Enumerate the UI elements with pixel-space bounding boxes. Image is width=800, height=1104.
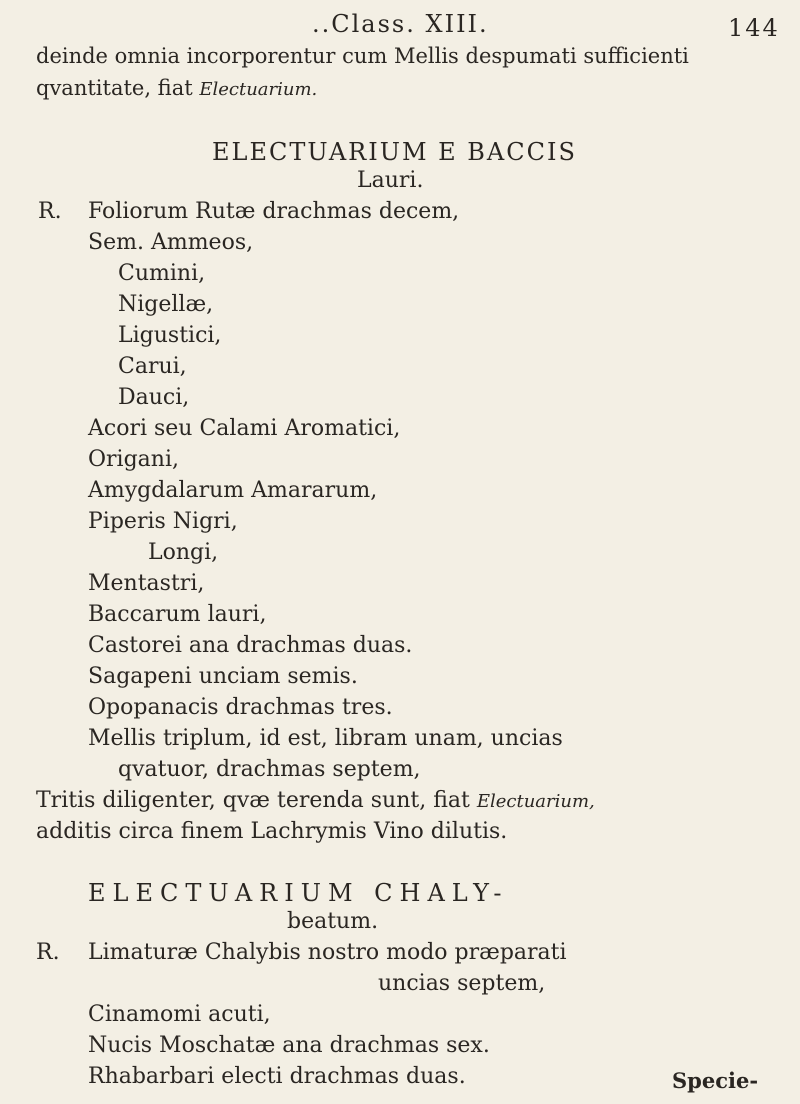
recipe2-title: ELECTUARIUM CHALY- (88, 879, 509, 907)
intro-line-2 (36, 78, 317, 99)
recipe1-item: Mentastri, (88, 571, 205, 596)
recipe1-item: Carui, (118, 354, 187, 379)
recipe2-item: uncias septem, (378, 971, 546, 996)
intro-line-2-italic: Electuarium. (199, 79, 318, 100)
recipe2-item: Cinamomi acuti, (88, 1002, 271, 1027)
recipe1-item: Piperis Nigri, (88, 509, 238, 534)
recipe1-subtitle: Lauri. (357, 168, 424, 193)
recipe1-item: Cumini, (118, 261, 206, 286)
running-head: ..Class. XIII. (312, 10, 489, 38)
recipe2-subtitle: beatum. (287, 909, 379, 934)
recipe1-item: Mellis triplum, id est, libram unam, uncias (88, 726, 563, 751)
recipe1-item: Opopanacis drachmas tres. (88, 695, 393, 720)
recipe2-item: Nucis Moschatæ ana drachmas sex. (88, 1033, 490, 1058)
recipe1-item: Longi, (148, 540, 219, 565)
recipe1-item: Sem. Ammeos, (88, 230, 254, 255)
catchword: Specie- (672, 1068, 759, 1093)
recipe1-item: Sagapeni unciam semis. (88, 664, 358, 689)
recipe1-item: Nigellæ, (118, 292, 214, 317)
recipe2-item: Limaturæ Chalybis nostro modo præparati (88, 940, 567, 965)
page-number: 144 (728, 14, 780, 42)
recipe1-item: Amygdalarum Amararum, (88, 478, 378, 503)
recipe1-closing-1-italic: Electuarium, (476, 791, 595, 812)
recipe1-item: Acori seu Calami Aromatici, (88, 416, 401, 441)
recipe1-item: Ligustici, (118, 323, 222, 348)
recipe2-item: Rhabarbari electi drachmas duas. (88, 1064, 466, 1089)
recipe2-rx: R. (36, 940, 60, 965)
recipe1-item: qvatuor, drachmas septem, (118, 757, 421, 782)
recipe1-item: Foliorum Rutæ drachmas decem, (88, 199, 460, 224)
recipe1-closing-2: additis circa finem Lachrymis Vino dilutis. (36, 819, 508, 844)
recipe1-title: ELECTUARIUM E BACCIS (212, 138, 577, 166)
intro-line-2-text: qvantitate, fiat (36, 76, 193, 100)
recipe1-item: Castorei ana drachmas duas. (88, 633, 413, 658)
recipe1-closing-1-text: Tritis diligenter, qvæ terenda sunt, fiat (36, 788, 470, 813)
recipe1-rx: R. (38, 199, 62, 224)
intro-line-1: deinde omnia incorporentur cum Mellis despumati sufficienti (36, 44, 689, 68)
recipe1-item: Origani, (88, 447, 179, 472)
recipe1-item: Dauci, (118, 385, 190, 410)
recipe1-closing-1 (36, 790, 595, 812)
recipe1-item: Baccarum lauri, (88, 602, 267, 627)
